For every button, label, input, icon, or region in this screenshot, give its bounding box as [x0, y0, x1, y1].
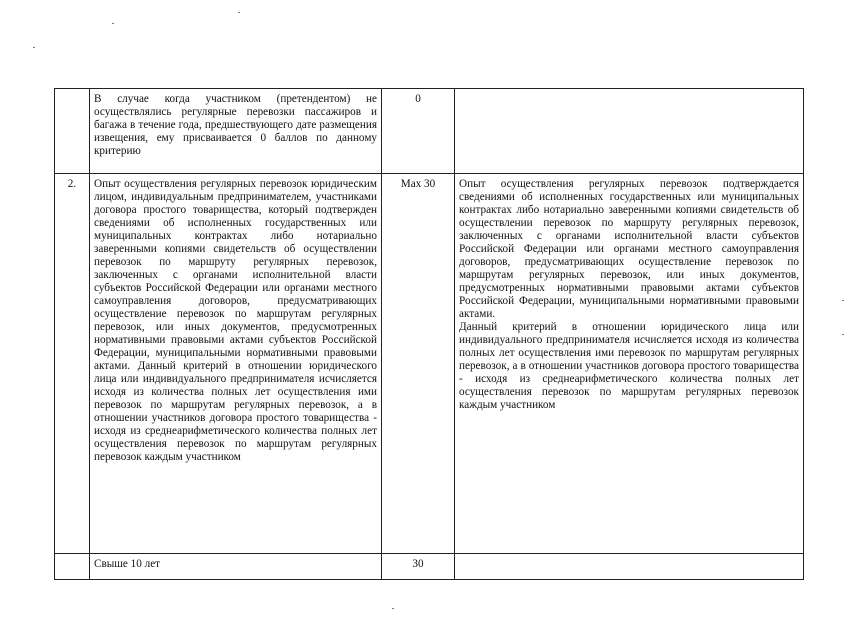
scan-speck — [238, 12, 240, 13]
scan-speck — [33, 47, 35, 48]
scan-speck — [842, 300, 844, 301]
scan-speck — [392, 608, 394, 609]
criterion-cell: Свыше 10 лет — [90, 554, 382, 580]
note-cell — [455, 554, 804, 580]
table-row — [55, 174, 804, 554]
note-paragraph-2: Данный критерий в отношении юридического лица или индивидуального предпринимателя исчисляется исходя из количества полных лет осуществления ими перевозок по маршрутам регулярных перевозок, а в отношении участников договора простого товарищества - исходя из среднеарифметического количества полных лет осуществления перевозок по маршрутам регулярных перевозок каждым участником — [459, 321, 799, 411]
scan-speck — [842, 334, 844, 335]
note-cell — [455, 174, 804, 554]
score-cell: 30 — [382, 554, 455, 580]
criterion-cell: Опыт осуществления регулярных перевозок юридическим лицом, индивидуальным предпринимателем, участниками договора простого товарищества, который подтвержден сведениями об исполненных государственных или муниципальных контрактах либо нотариально заверенными копиями свидетельств об осуществлении перевозок по маршруту регулярных перевозок, заключенных с органами исполнительной власти субъектов Российской Федерации или органами местного самоуправления договоров, предусматривающих осуществление перевозок по маршрутам регулярных перевозок, или иных документов, предусмотренных нормативными правовыми актами субъектов Российской Федерации, муниципальными нормативными правовыми актами. Данный критерий в отношении юридического лица или индивидуального предпринимателя исчисляется исходя из количества полных лет осуществления ими перевозок по маршрутам регулярных перевозок, а в отношении участников договора простого товарищества - исходя из среднеарифметического количества полных лет осуществления перевозок по маршрутам регулярных перевозок каждым участником — [90, 174, 382, 554]
row-number-cell — [55, 554, 90, 580]
note-cell — [455, 89, 804, 174]
row-number-cell: 2. — [55, 174, 90, 554]
criterion-cell: В случае когда участником (претендентом) не осуществлялись регулярные перевозки пассажиров и багажа в течение года, предшествующего дате размещения извещения, ему присваивается 0 баллов по данному критерию — [90, 89, 382, 174]
table-row — [55, 89, 804, 174]
table-row — [55, 554, 804, 580]
score-cell: Max 30 — [382, 174, 455, 554]
criteria-table — [54, 88, 804, 580]
score-cell: 0 — [382, 89, 455, 174]
scan-speck — [112, 23, 114, 24]
row-number-cell — [55, 89, 90, 174]
note-paragraph-1: Опыт осуществления регулярных перевозок подтверждается сведениями об исполненных государственных или муниципальных контрактах либо нотариально заверенными копиями свидетельств об осуществлении перевозок по маршруту регулярных перевозок, заключенных с органами исполнительной власти субъектов Российской Федерации или органами местного самоуправления договоров, предусматривающих осуществление перевозок по маршрутам регулярных перевозок, или иных документов, предусмотренных нормативными правовыми актами субъектов Российской Федерации, муниципальными нормативными правовыми актами. — [459, 178, 799, 320]
